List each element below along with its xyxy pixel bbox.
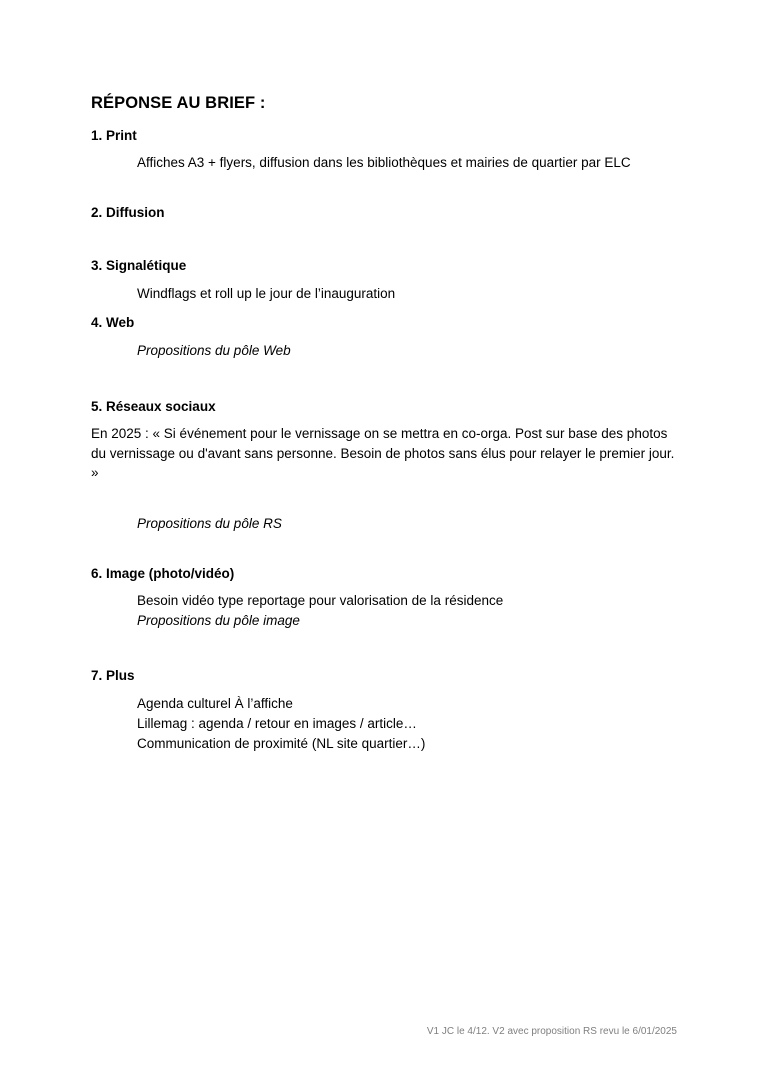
reseaux-sociaux-paragraph: En 2025 : « Si événement pour le vernissage on se mettra en co-orga. Post sur base des photos du vernissage ou d'avant sans personne. Besoin de photos sans élus pour relayer le premier jour. » <box>91 426 675 480</box>
page-footer: V1 JC le 4/12. V2 avec proposition RS revu le 6/01/2025 <box>426 1026 677 1037</box>
plus-text-2: Lillemag : agenda / retour en images / article… <box>137 716 417 731</box>
plus-text-1: Agenda culturel À l’affiche <box>137 696 293 711</box>
section-heading-reseaux-sociaux: 5. Réseaux sociaux <box>91 399 216 414</box>
section-heading-signaletique: 3. Signalétique <box>91 258 187 273</box>
image-text-1: Besoin vidéo type reportage pour valorisation de la résidence <box>137 593 504 608</box>
signaletique-text: Windflags et roll up le jour de l’inauguration <box>137 286 396 301</box>
print-text: Affiches A3 + flyers, diffusion dans les bibliothèques et mairies de quartier par ELC <box>137 155 631 170</box>
web-text: Propositions du pôle Web <box>137 343 291 358</box>
section-heading-plus: 7. Plus <box>91 668 135 683</box>
section-heading-diffusion: 2. Diffusion <box>91 205 165 220</box>
section-heading-web: 4. Web <box>91 315 135 330</box>
image-text-2: Propositions du pôle image <box>137 613 300 628</box>
reseaux-sociaux-text: Propositions du pôle RS <box>137 516 282 531</box>
section-heading-print: 1. Print <box>91 128 137 143</box>
plus-text-3: Communication de proximité (NL site quartier…) <box>137 736 426 751</box>
page-title: RÉPONSE AU BRIEF : <box>91 94 266 112</box>
section-heading-image: 6. Image (photo/vidéo) <box>91 566 235 581</box>
